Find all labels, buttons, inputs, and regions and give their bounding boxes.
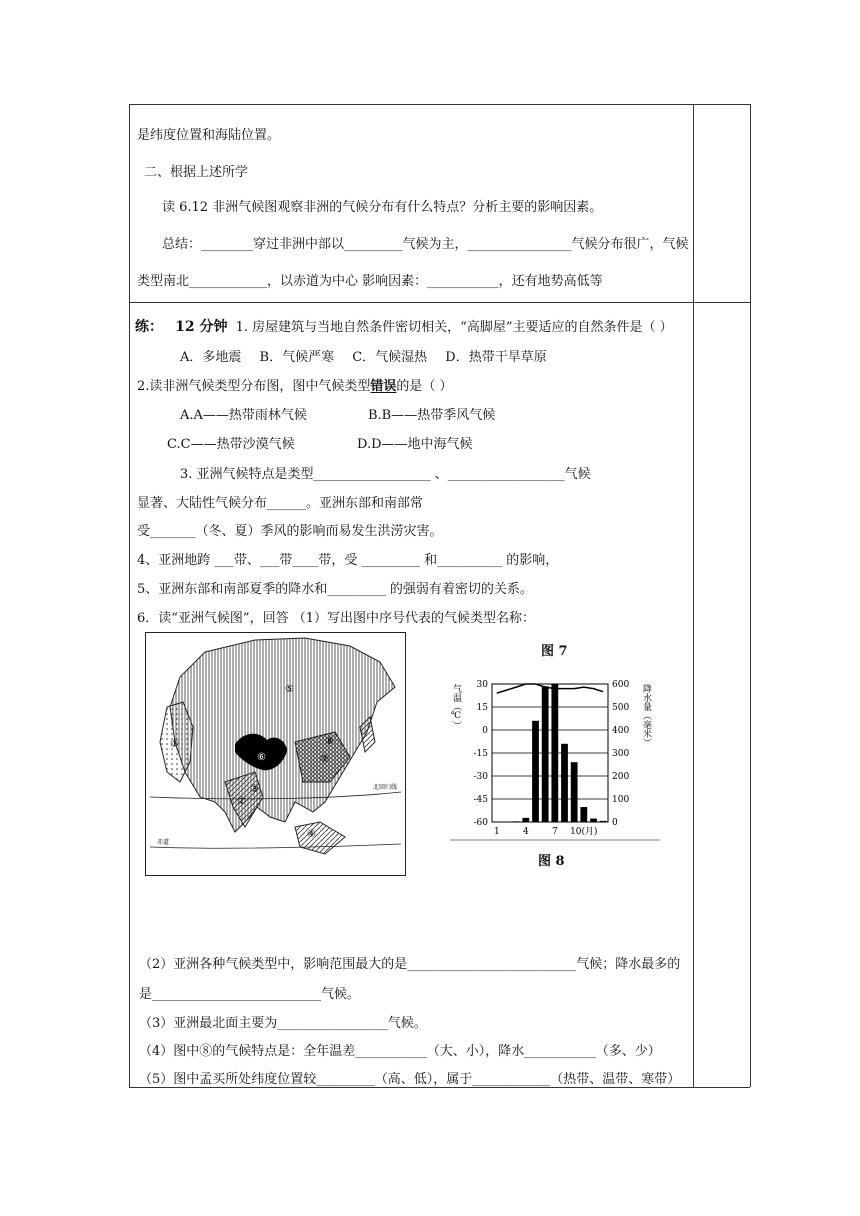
marker-5: ⑤ [285, 684, 294, 695]
temperature-line [497, 684, 603, 693]
chart-left-tick-label: 0 [482, 726, 488, 736]
table-col-divider [693, 104, 694, 1087]
precipitation-bar [542, 686, 549, 822]
marker-7: ⑦ [320, 754, 329, 765]
precipitation-bar [522, 818, 529, 822]
chart-x-tick-label: 10(月) [570, 827, 598, 837]
chart-left-tick-label: -30 [473, 772, 488, 782]
table-row-divider [129, 302, 750, 303]
question-5: 5、亚洲东部和南部夏季的降水和_________ 的强弱有着密切的关系。 [137, 582, 533, 597]
question-2-option-d: D.D——地中海气候 [357, 437, 473, 452]
question-4: 4、亚洲地跨 ___带、___带____带，受 _________ 和__________ 的影响， [137, 553, 559, 568]
question-3-line2: 显著、大陆性气候分布______。亚洲东部和南部常 [137, 496, 424, 511]
section1-heading: 二、根据上述所学 [144, 165, 249, 180]
chart-x-tick-label: 4 [522, 827, 529, 837]
marker-2: ② [237, 796, 246, 807]
precipitation-bar [561, 744, 568, 822]
figure8-title: 图 8 [538, 854, 565, 869]
precipitation-bar [551, 684, 558, 822]
figure7-title: 图 7 [541, 644, 568, 659]
question-2-option-a: A.A——热带雨林气候 [180, 408, 307, 423]
section1-question: 读 6.12 非洲气候图观察非洲的气候分布有什么特点？分析主要的影响因素。 [162, 200, 603, 215]
climate-chart [450, 672, 660, 847]
marker-1: ① [170, 739, 179, 750]
equator-label: 赤道 [157, 839, 170, 846]
chart-right-tick-label: 100 [612, 795, 630, 805]
question-3-line1: 3. 亚洲气候特点是类型__________________ 、__________________气候 [180, 467, 591, 482]
chart-left-tick-label: 30 [476, 680, 488, 690]
chart-ylabel-right: 降水量（毫米） [641, 684, 651, 747]
question-2-prefix: 2.读非洲气候类型分布图，图中气候类型 [137, 379, 371, 394]
chart-x-ticks [494, 826, 598, 837]
precipitation-bar [513, 821, 520, 822]
chart-ylabel-left: 气温（℃） [451, 684, 461, 730]
chart-right-tick-label: 400 [612, 726, 630, 736]
practice-time: 12 分钟 [175, 319, 228, 335]
question-1: 1. 房屋建筑与当地自然条件密切相关，“高脚屋”主要适应的自然条件是（ ） [235, 320, 673, 335]
question-6-2-line1: （2）亚洲各种气候类型中，影响范围最大的是__________________________气候；降水最多的 [139, 957, 681, 972]
chart-left-tick-label: 15 [476, 703, 488, 713]
question-6-2-line2: 是__________________________气候。 [139, 987, 361, 1002]
practice-heading [135, 316, 673, 336]
chart-left-tick-label: -60 [473, 818, 488, 828]
marker-3: ③ [250, 784, 259, 795]
precipitation-bar [571, 762, 578, 822]
question-2-option-b: B.B——热带季风气候 [368, 408, 496, 423]
marker-8: ⑧ [325, 736, 334, 747]
chart-right-tick-label: 200 [612, 772, 630, 782]
question-6-4: （4）图中⑧的气候特点是：全年温差___________（大、小），降水___________（多、少） [139, 1044, 661, 1059]
table-right-border [750, 104, 751, 1087]
question-6: 6．读“亚洲气候图”，回答 （1）写出图中序号代表的气候类型名称： [137, 611, 535, 626]
question-3-line3: 受_______（冬、夏）季风的影响而易发生洪涝灾害。 [137, 524, 443, 539]
chart-right-tick-label: 600 [612, 680, 630, 690]
tropic-label: 北回归线 [373, 784, 398, 791]
marker-6: ⑥ [257, 752, 266, 763]
chart-right-tick-label: 0 [612, 818, 618, 828]
chart-x-tick-label: 7 [551, 827, 558, 837]
chart-left-tick-label: -45 [473, 795, 488, 805]
question-2-suffix: 的是（ ） [396, 379, 453, 394]
chart-left-tick-label: -15 [473, 749, 488, 759]
chart-right-tick-label: 300 [612, 749, 630, 759]
marker-4: ④ [307, 829, 316, 840]
chart-right-ticks [612, 680, 629, 828]
precipitation-bar [580, 807, 587, 822]
chart-left-ticks [474, 680, 489, 828]
chart-right-tick-label: 500 [612, 703, 630, 713]
question-2-option-c: C.C——热带沙漠气候 [167, 437, 295, 452]
question-6-5: （5）图中孟买所处纬度位置较_________（高、低），属于____________（热带、温带、寒带） [139, 1072, 681, 1087]
practice-label: 练： [135, 319, 163, 335]
section1-summary-line1: 总结：________穿过非洲中部以_________气候为主，________________气候分布很广，气候 [162, 237, 689, 252]
asia-climate-map [145, 632, 406, 876]
question-6-3: （3）亚洲最北面主要为_________________气候。 [139, 1016, 427, 1031]
question-2 [137, 375, 453, 394]
table-top-border [129, 104, 750, 105]
section1-line1: 是纬度位置和海陆位置。 [137, 128, 281, 143]
chart-x-tick-label: 1 [493, 827, 500, 837]
precipitation-bar [600, 821, 607, 822]
precipitation-bar [532, 721, 539, 822]
table-left-border [129, 104, 130, 1087]
table-bottom-border [129, 1087, 750, 1088]
question-2-emphasis: 错误 [370, 379, 397, 394]
question-1-options: A．多地震 B．气候严寒 C．气候湿热 D．热带干旱草原 [180, 350, 547, 365]
precipitation-bar [590, 819, 597, 822]
section1-summary-line2: 类型南北____________，以赤道为中心 影响因素：___________，还有地势高低等 [137, 274, 603, 289]
